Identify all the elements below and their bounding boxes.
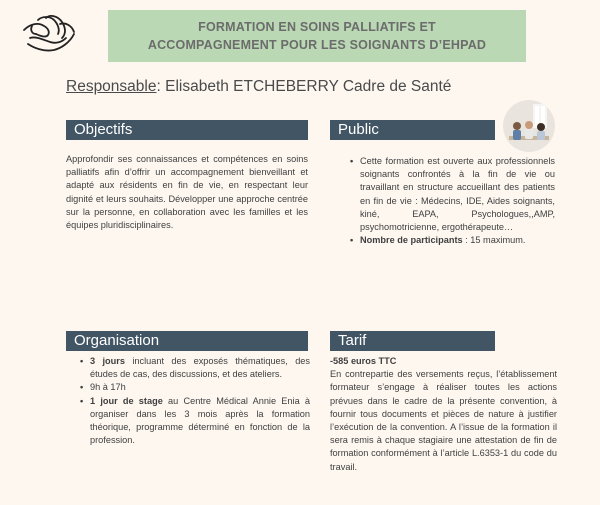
days-label: 3 jours bbox=[90, 356, 125, 366]
group-meeting-photo bbox=[503, 100, 555, 152]
stage-text: au Centre Médical Annie Enia à organiser dans les 3 mois après la formation théorique, programme déterminé en fonction de la profession. bbox=[90, 395, 310, 446]
responsable-line bbox=[66, 78, 451, 96]
tarif-block bbox=[330, 355, 557, 474]
organisation-item-days bbox=[90, 355, 310, 381]
organisation-heading: Organisation bbox=[66, 331, 308, 351]
stage-label: 1 jour de stage bbox=[90, 395, 163, 406]
organisation-item-stage bbox=[90, 395, 310, 448]
objectifs-text: Approfondir ses connaissances et compétences en soins palliatifs afin d’offrir un accompagnement bienveillant et adapté aux résidents en fin de vie, en respectant leur dignité et leurs souhaits. Développer une approche centrée sur la personne, en collaboration avec les familles et les équipes pluridisciplinaires. bbox=[66, 154, 308, 231]
public-list bbox=[348, 155, 555, 247]
public-item-participants bbox=[360, 234, 555, 247]
participants-label: Nombre de participants bbox=[360, 235, 463, 246]
organisation-item-hours: • 9h à 17h bbox=[90, 381, 310, 394]
organisation-list bbox=[78, 355, 310, 447]
title-line-1: FORMATION EN SOINS PALLIATIFS ET bbox=[198, 20, 436, 34]
participants-value: : 15 maximum. bbox=[462, 235, 526, 246]
public-item-audience: • Cette formation est ouverte aux professionnels soignants confrontés à la fin de vie ou travaillant en structure accueillant des patients en fin de vie : Médecins, IDE, Aides soignants, kiné, EAPA, Psychologues,,AMP, psychomotricienne, ergothérapeute… bbox=[360, 155, 555, 234]
tarif-heading: Tarif bbox=[330, 331, 495, 351]
title-line-2: ACCOMPAGNEMENT POUR LES SOIGNANTS D’EHPAD bbox=[147, 38, 487, 52]
days-text: incluant des exposés thématiques, des études de cas, des discussions, et des ateliers. bbox=[90, 356, 311, 380]
tarif-text: En contrepartie des versements reçus, l’établissement formateur s’engage à réaliser toutes les actions prévues dans le cadre de la présente convention, à fournir tous documents et pièces de nature à justifier l’exécution de la convention. A l’issue de la formation il sera remis à chaque stagiaire une attestation de fin de formation conformément à l’article L.6353-1 du code du travail. bbox=[330, 369, 557, 472]
hands-logo-icon bbox=[20, 8, 78, 60]
responsable-value: Elisabeth ETCHEBERRY Cadre de Santé bbox=[160, 78, 452, 95]
objectifs-heading: Objectifs bbox=[66, 120, 308, 140]
responsable-label: Responsable bbox=[66, 78, 157, 95]
public-heading: Public bbox=[330, 120, 495, 140]
page-title bbox=[108, 10, 526, 62]
responsable-separator: : bbox=[156, 78, 161, 95]
tarif-price: -585 euros TTC bbox=[330, 356, 397, 366]
